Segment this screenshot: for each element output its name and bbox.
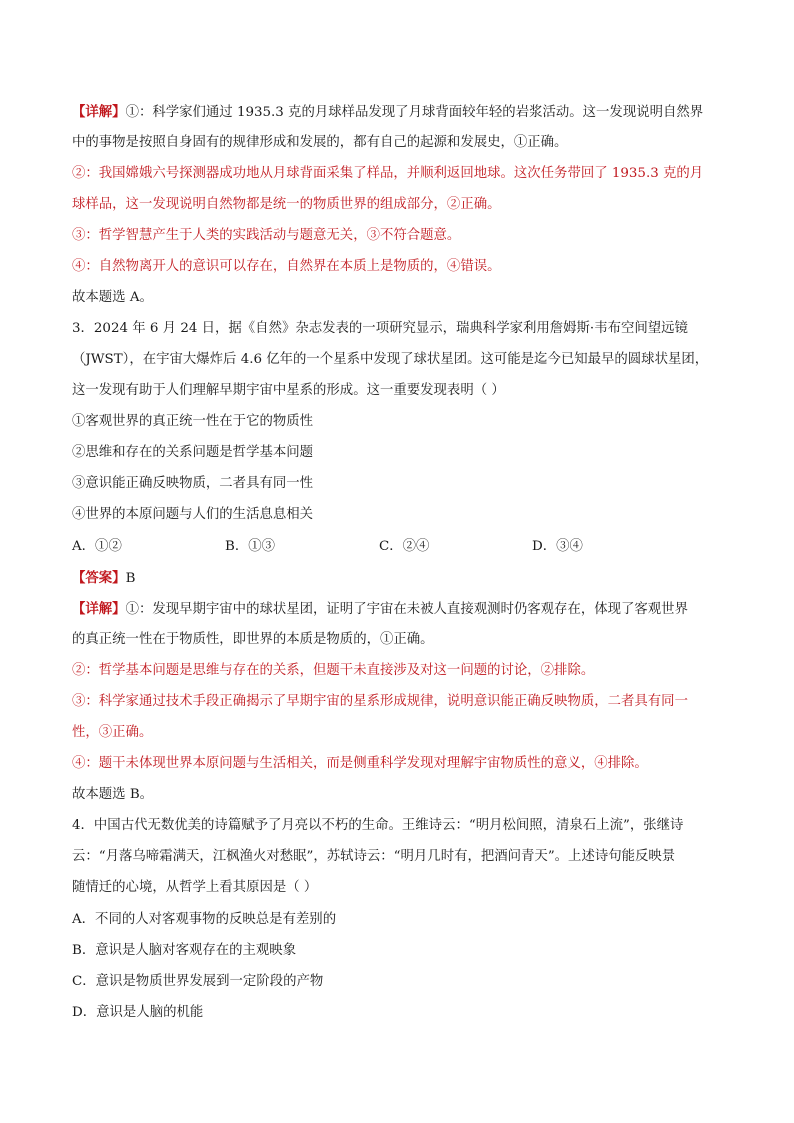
analysis-label: 【详解】 bbox=[72, 104, 126, 120]
q4-stem-line-1: 4．中国古代无数优美的诗篇赋予了月亮以不朽的生命。王维诗云：“明月松间照，清泉石上流”，张继诗 bbox=[72, 818, 684, 833]
q4-stem-line-3: 随情迁的心境，从哲学上看其原因是（ ） bbox=[72, 880, 318, 895]
q3-analysis-point-4: ④：题干未体现世界本原问题与生活相关，而是侧重科学发现对理解宇宙物质性的意义，④排除。 bbox=[72, 756, 648, 771]
q3-option-d: D．③④ bbox=[532, 539, 583, 554]
q3-answer bbox=[72, 568, 732, 589]
q3-analysis-line-2: 的真正统一性在于物质性，即世界的本质是物质的，①正确。 bbox=[72, 632, 434, 647]
q2-analysis-point-3: ③：哲学智慧产生于人类的实践活动与题意无关，③不符合题意。 bbox=[72, 228, 461, 243]
answer-label: 【答案】 bbox=[72, 570, 126, 586]
q3-analysis-line-1: 【详解】①：发现早期宇宙中的球状星团，证明了宇宙在未被人直接观测时仍客观存在，体现了客观世界 bbox=[72, 601, 688, 617]
q2-analysis-point-2-line-1: ②：我国嫦娥六号探测器成功地从月球背面采集了样品，并顺利返回地球。这次任务带回了 1935.3 克的月 bbox=[72, 166, 704, 181]
q2-analysis-point-4: ④：自然物离开人的意识可以存在，自然界在本质上是物质的，④错误。 bbox=[72, 259, 501, 274]
q3-analysis-point-2: ②：哲学基本问题是思维与存在的关系，但题干未直接涉及对这一问题的讨论，②排除。 bbox=[72, 663, 595, 678]
q3-option-a: A．①② bbox=[72, 539, 122, 554]
q3-statement-3: ③意识能正确反映物质，二者具有同一性 bbox=[72, 476, 314, 491]
q3-statement-2: ②思维和存在的关系问题是哲学基本问题 bbox=[72, 445, 314, 460]
q2-analysis-point-2-line-2: 球样品，这一发现说明自然物都是统一的物质世界的组成部分，②正确。 bbox=[72, 197, 501, 212]
q4-option-a: A．不同的人对客观事物的反映总是有差别的 bbox=[72, 912, 337, 927]
q3-stem-line-2: （JWST），在宇宙大爆炸后 4.6 亿年的一个星系中发现了球状星团。这可能是迄今已知最早的圆球状星团， bbox=[72, 352, 709, 367]
q3-option-c: C．②④ bbox=[379, 539, 430, 554]
q4-option-c: C．意识是物质世界发展到一定阶段的产物 bbox=[72, 974, 324, 989]
q3-stem-line-3: 这一发现有助于人们理解早期宇宙中星系的形成。这一重要发现表明（ ） bbox=[72, 383, 505, 398]
q3-conclusion: 故本题选 B。 bbox=[72, 787, 154, 802]
analysis-label: 【详解】 bbox=[72, 601, 126, 617]
q3-option-b: B．①③ bbox=[225, 539, 276, 554]
q4-option-d: D．意识是人脑的机能 bbox=[72, 1005, 204, 1020]
q4-option-b: B．意识是人脑对客观存在的主观映象 bbox=[72, 943, 297, 958]
answer-value: B bbox=[125, 571, 136, 586]
q3-statement-4: ④世界的本原问题与人们的生活息息相关 bbox=[72, 507, 314, 522]
q3-analysis-point-3-line-1: ③：科学家通过技术手段正确揭示了早期宇宙的星系形成规律，说明意识能正确反映物质，二者具有同一 bbox=[72, 694, 688, 709]
q2-analysis-line-2: 中的事物是按照自身固有的规律形成和发展的，都有自己的起源和发展史，①正确。 bbox=[72, 135, 568, 150]
q2-analysis-line-1: 【详解】①：科学家们通过 1935.3 克的月球样品发现了月球背面较年轻的岩浆活动。这一发现说明自然界 bbox=[72, 104, 704, 120]
q3-statement-1: ①客观世界的真正统一性在于它的物质性 bbox=[72, 414, 314, 429]
q2-conclusion: 故本题选 A。 bbox=[72, 290, 153, 305]
q3-analysis-point-3-line-2: 性，③正确。 bbox=[72, 725, 153, 740]
q4-stem-line-2: 云：“月落乌啼霜满天，江枫渔火对愁眠”，苏轼诗云：“明月几时有，把酒问青天”。上述诗句能反映景 bbox=[72, 849, 676, 864]
q3-stem-line-1: 3．2024 年 6 月 24 日，据《自然》杂志发表的一项研究显示，瑞典科学家利用詹姆斯·韦布空间望远镜 bbox=[72, 321, 688, 336]
